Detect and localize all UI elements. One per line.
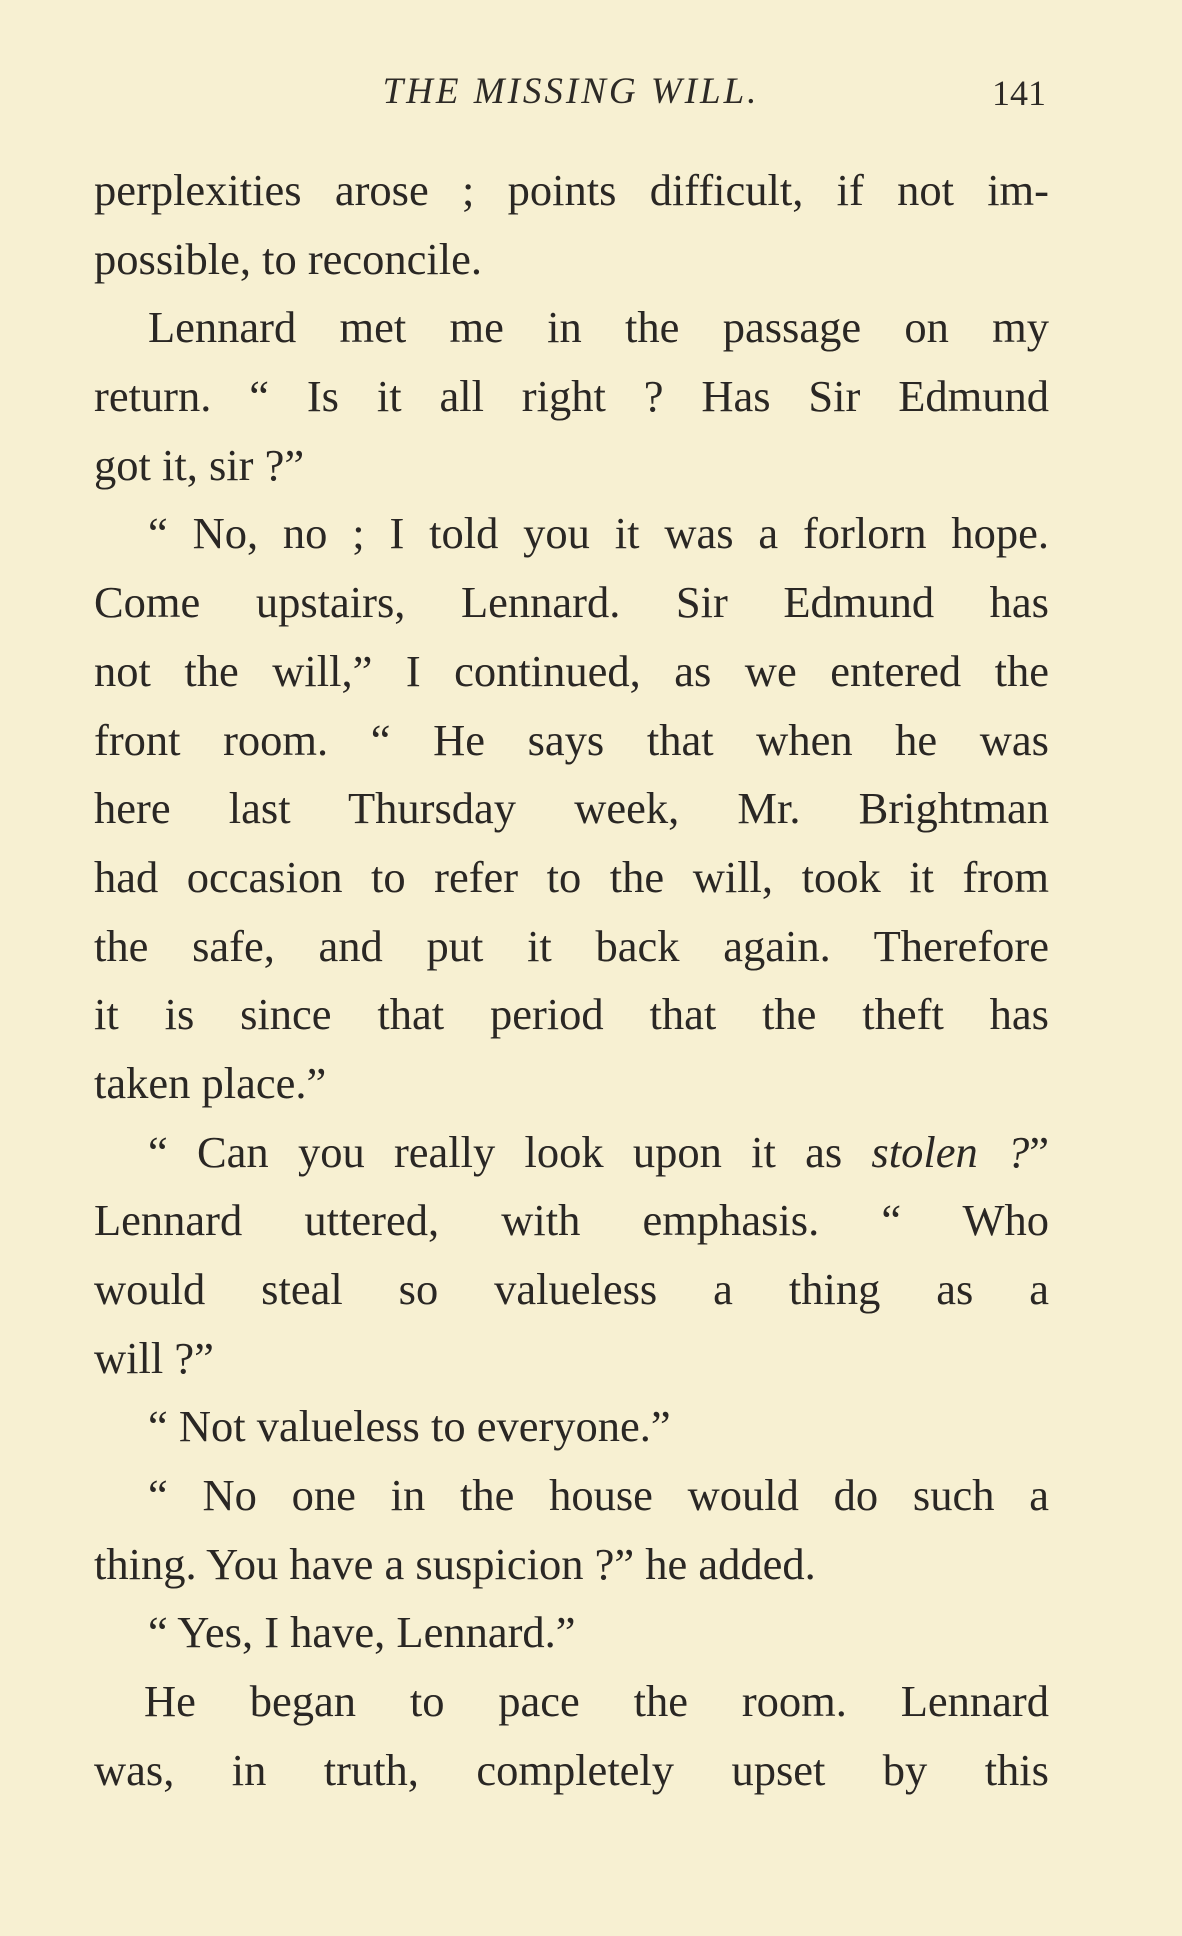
text-line: “ Yes, I have, Lennard.” <box>148 1607 576 1658</box>
text-line <box>94 1118 1049 1187</box>
running-title: THE MISSING WILL. <box>382 71 760 112</box>
text-line: perplexities arose ; points difficult, if not im- <box>94 165 1049 215</box>
text-line: Come upstairs, Lennard. Sir Edmund has <box>94 577 1049 628</box>
text-line: thing. You have a suspicion ?” he added. <box>94 1538 816 1589</box>
text-line: had occasion to refer to the will, took it from <box>94 851 1049 902</box>
text-line: will ?” <box>94 1332 214 1383</box>
italic-word: stolen ? <box>871 1126 1030 1177</box>
page-number: 141 <box>992 73 1046 113</box>
text-line: the safe, and put it back again. Therefore <box>94 920 1049 971</box>
text-line: was, in truth, completely upset by this <box>94 1744 1049 1795</box>
text-line: got it, sir ?” <box>94 439 305 490</box>
text-line: He began to pace the room. Lennard <box>144 1676 1049 1727</box>
text-run: ” <box>1029 1126 1049 1177</box>
text-run: “ Can you really look upon it as <box>148 1126 872 1177</box>
text-line: Lennard met me in the passage on my <box>148 302 1049 353</box>
text-line: it is since that period that the theft has <box>94 989 1049 1040</box>
text-line: “ Not valueless to everyone.” <box>148 1401 671 1452</box>
text-line: taken place.” <box>94 1057 327 1108</box>
text-line: here last Thursday week, Mr. Brightman <box>94 783 1049 834</box>
text-line: front room. “ He says that when he was <box>94 714 1049 765</box>
running-head <box>96 70 1046 120</box>
text-line: not the will,” I continued, as we entered the <box>94 645 1049 696</box>
body-text <box>94 156 1049 1805</box>
text-line: return. “ Is it all right ? Has Sir Edmund <box>94 371 1049 422</box>
text-line: “ No one in the house would do such a <box>148 1470 1049 1521</box>
text-line: would steal so valueless a thing as a <box>94 1264 1049 1314</box>
text-line: Lennard uttered, with emphasis. “ Who <box>94 1195 1049 1246</box>
text-line: “ No, no ; I told you it was a forlorn hope. <box>148 508 1049 559</box>
text-line: possible, to reconcile. <box>94 233 483 284</box>
